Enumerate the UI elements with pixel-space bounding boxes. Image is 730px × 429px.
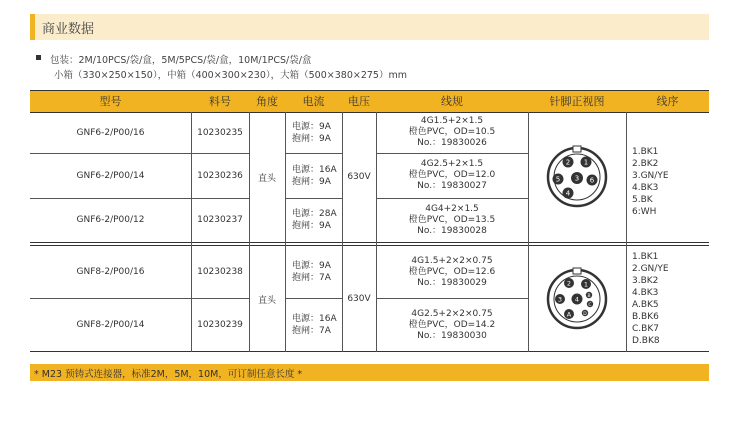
- row-divider: [30, 198, 249, 199]
- table-row-wire: 4G1.5+2×1.5 橙色PVC，OD=10.5 No.：19830026: [408, 116, 496, 148]
- table-row-model: GNF6-2/P00/16: [76, 127, 145, 138]
- table-row-wire: 4G2.5+2×1.5 橙色PVC，OD=12.0 No.：19830027: [408, 159, 496, 191]
- connector-6pin-diagram: [545, 145, 609, 209]
- bullet-icon: [36, 55, 41, 60]
- svg-text:1: 1: [583, 158, 589, 167]
- svg-text:6: 6: [589, 176, 595, 185]
- header-model: 型号: [30, 90, 191, 112]
- table-row-current: 电源：16A 抱闸：7A: [292, 314, 337, 336]
- packaging-line-2: 小箱（330×250×150），中箱（400×300×230），大箱（500×380×275）mm: [54, 70, 407, 81]
- table-row-part: 10230235: [197, 127, 243, 138]
- table-bottom-rule: [30, 351, 709, 352]
- table-row-current: 电源：28A 抱闸：9A: [292, 209, 337, 231]
- table-row-part: 10230238: [197, 267, 243, 277]
- section-title: 商业数据: [42, 22, 95, 37]
- header-wire-order: 线序: [626, 90, 709, 112]
- table-row-wire: 4G4+2×1.5 橙色PVC，OD=13.5 No.：19830028: [408, 203, 496, 236]
- header-current: 电流: [285, 90, 342, 112]
- svg-text:4: 4: [565, 189, 571, 198]
- column-divider: [376, 112, 377, 352]
- section-header: [30, 14, 709, 40]
- connector-8pin-diagram: [545, 267, 609, 331]
- row-divider: [30, 153, 249, 154]
- svg-text:1: 1: [583, 280, 589, 289]
- product-table: [30, 90, 709, 352]
- table-row-current: 电源：16A 抱闸：9A: [292, 164, 337, 187]
- header-angle: 角度: [249, 90, 285, 112]
- row-divider: [376, 298, 528, 299]
- row-divider: [285, 298, 342, 299]
- header-voltage: 电压: [342, 90, 376, 112]
- pinout-cell: [528, 112, 626, 242]
- table-top-rule: [30, 90, 709, 91]
- group-divider: [30, 242, 709, 243]
- svg-text:3: 3: [557, 295, 563, 304]
- column-divider: [249, 112, 250, 352]
- table-row-part: 10230239: [197, 320, 243, 330]
- angle-cell: 直头: [257, 173, 276, 184]
- section-header-accent: [30, 14, 35, 40]
- column-divider: [528, 112, 529, 352]
- table-row-current: 电源：9A 抱闸：7A: [292, 261, 331, 283]
- table-row-model: GNF6-2/P00/12: [76, 215, 145, 225]
- voltage-cell: 630V: [347, 172, 371, 182]
- row-divider: [30, 298, 249, 299]
- voltage-cell: 630V: [347, 294, 371, 304]
- row-divider: [376, 153, 528, 154]
- table-row-wire: 4G1.5+2×2×0.75 橙色PVC，OD=12.6 No.：19830029: [408, 255, 496, 288]
- column-divider: [191, 112, 192, 352]
- row-divider: [285, 198, 342, 199]
- svg-text:5: 5: [555, 175, 561, 184]
- header-pinout: 针脚正视图: [528, 90, 626, 112]
- table-row-part: 10230236: [197, 170, 243, 181]
- angle-cell: 直头: [257, 295, 276, 306]
- svg-text:B: B: [587, 294, 591, 299]
- group-divider: [30, 245, 709, 246]
- svg-text:A: A: [566, 310, 572, 319]
- svg-text:4: 4: [574, 295, 580, 304]
- footnote: * M23 预铸式连接器，标准2M，5M，10M，可订制任意长度 *: [34, 369, 303, 380]
- table-row-part: 10230237: [197, 215, 243, 225]
- svg-text:2: 2: [566, 279, 572, 288]
- column-divider: [342, 112, 343, 352]
- row-divider: [285, 153, 342, 154]
- table-row-model: GNF8-2/P00/16: [76, 267, 145, 277]
- column-divider: [626, 112, 627, 352]
- table-row-current: 电源：9A 抱闸：9A: [292, 121, 331, 144]
- packaging-line-1: 包装：2M/10PCS/袋/盒，5M/5PCS/袋/盒，10M/1PCS/袋/盒: [50, 55, 312, 66]
- column-divider: [285, 112, 286, 352]
- svg-text:2: 2: [565, 158, 571, 167]
- table-row-model: GNF6-2/P00/14: [76, 170, 145, 181]
- pinout-cell: [528, 246, 626, 352]
- svg-text:C: C: [588, 303, 592, 308]
- svg-text:3: 3: [574, 174, 580, 183]
- table-row-wire: 4G2.5+2×2×0.75 橙色PVC，OD=14.2 No.：19830030: [408, 308, 496, 341]
- wire-order-cell: 1.BK1 2.BK2 3.GN/YE 4.BK3 5.BK 6:WH: [632, 147, 669, 217]
- svg-text:D: D: [583, 312, 587, 317]
- header-part-number: 料号: [191, 90, 249, 112]
- table-row-model: GNF8-2/P00/14: [76, 320, 145, 330]
- table-header-rule: [30, 112, 709, 113]
- wire-order-cell: 1.BK1 2.GN/YE 3.BK2 4.BK3 A.BK5 B.BK6 C.BK7 D.BK8: [632, 252, 669, 346]
- header-wire-gauge: 线规: [376, 90, 528, 112]
- row-divider: [376, 198, 528, 199]
